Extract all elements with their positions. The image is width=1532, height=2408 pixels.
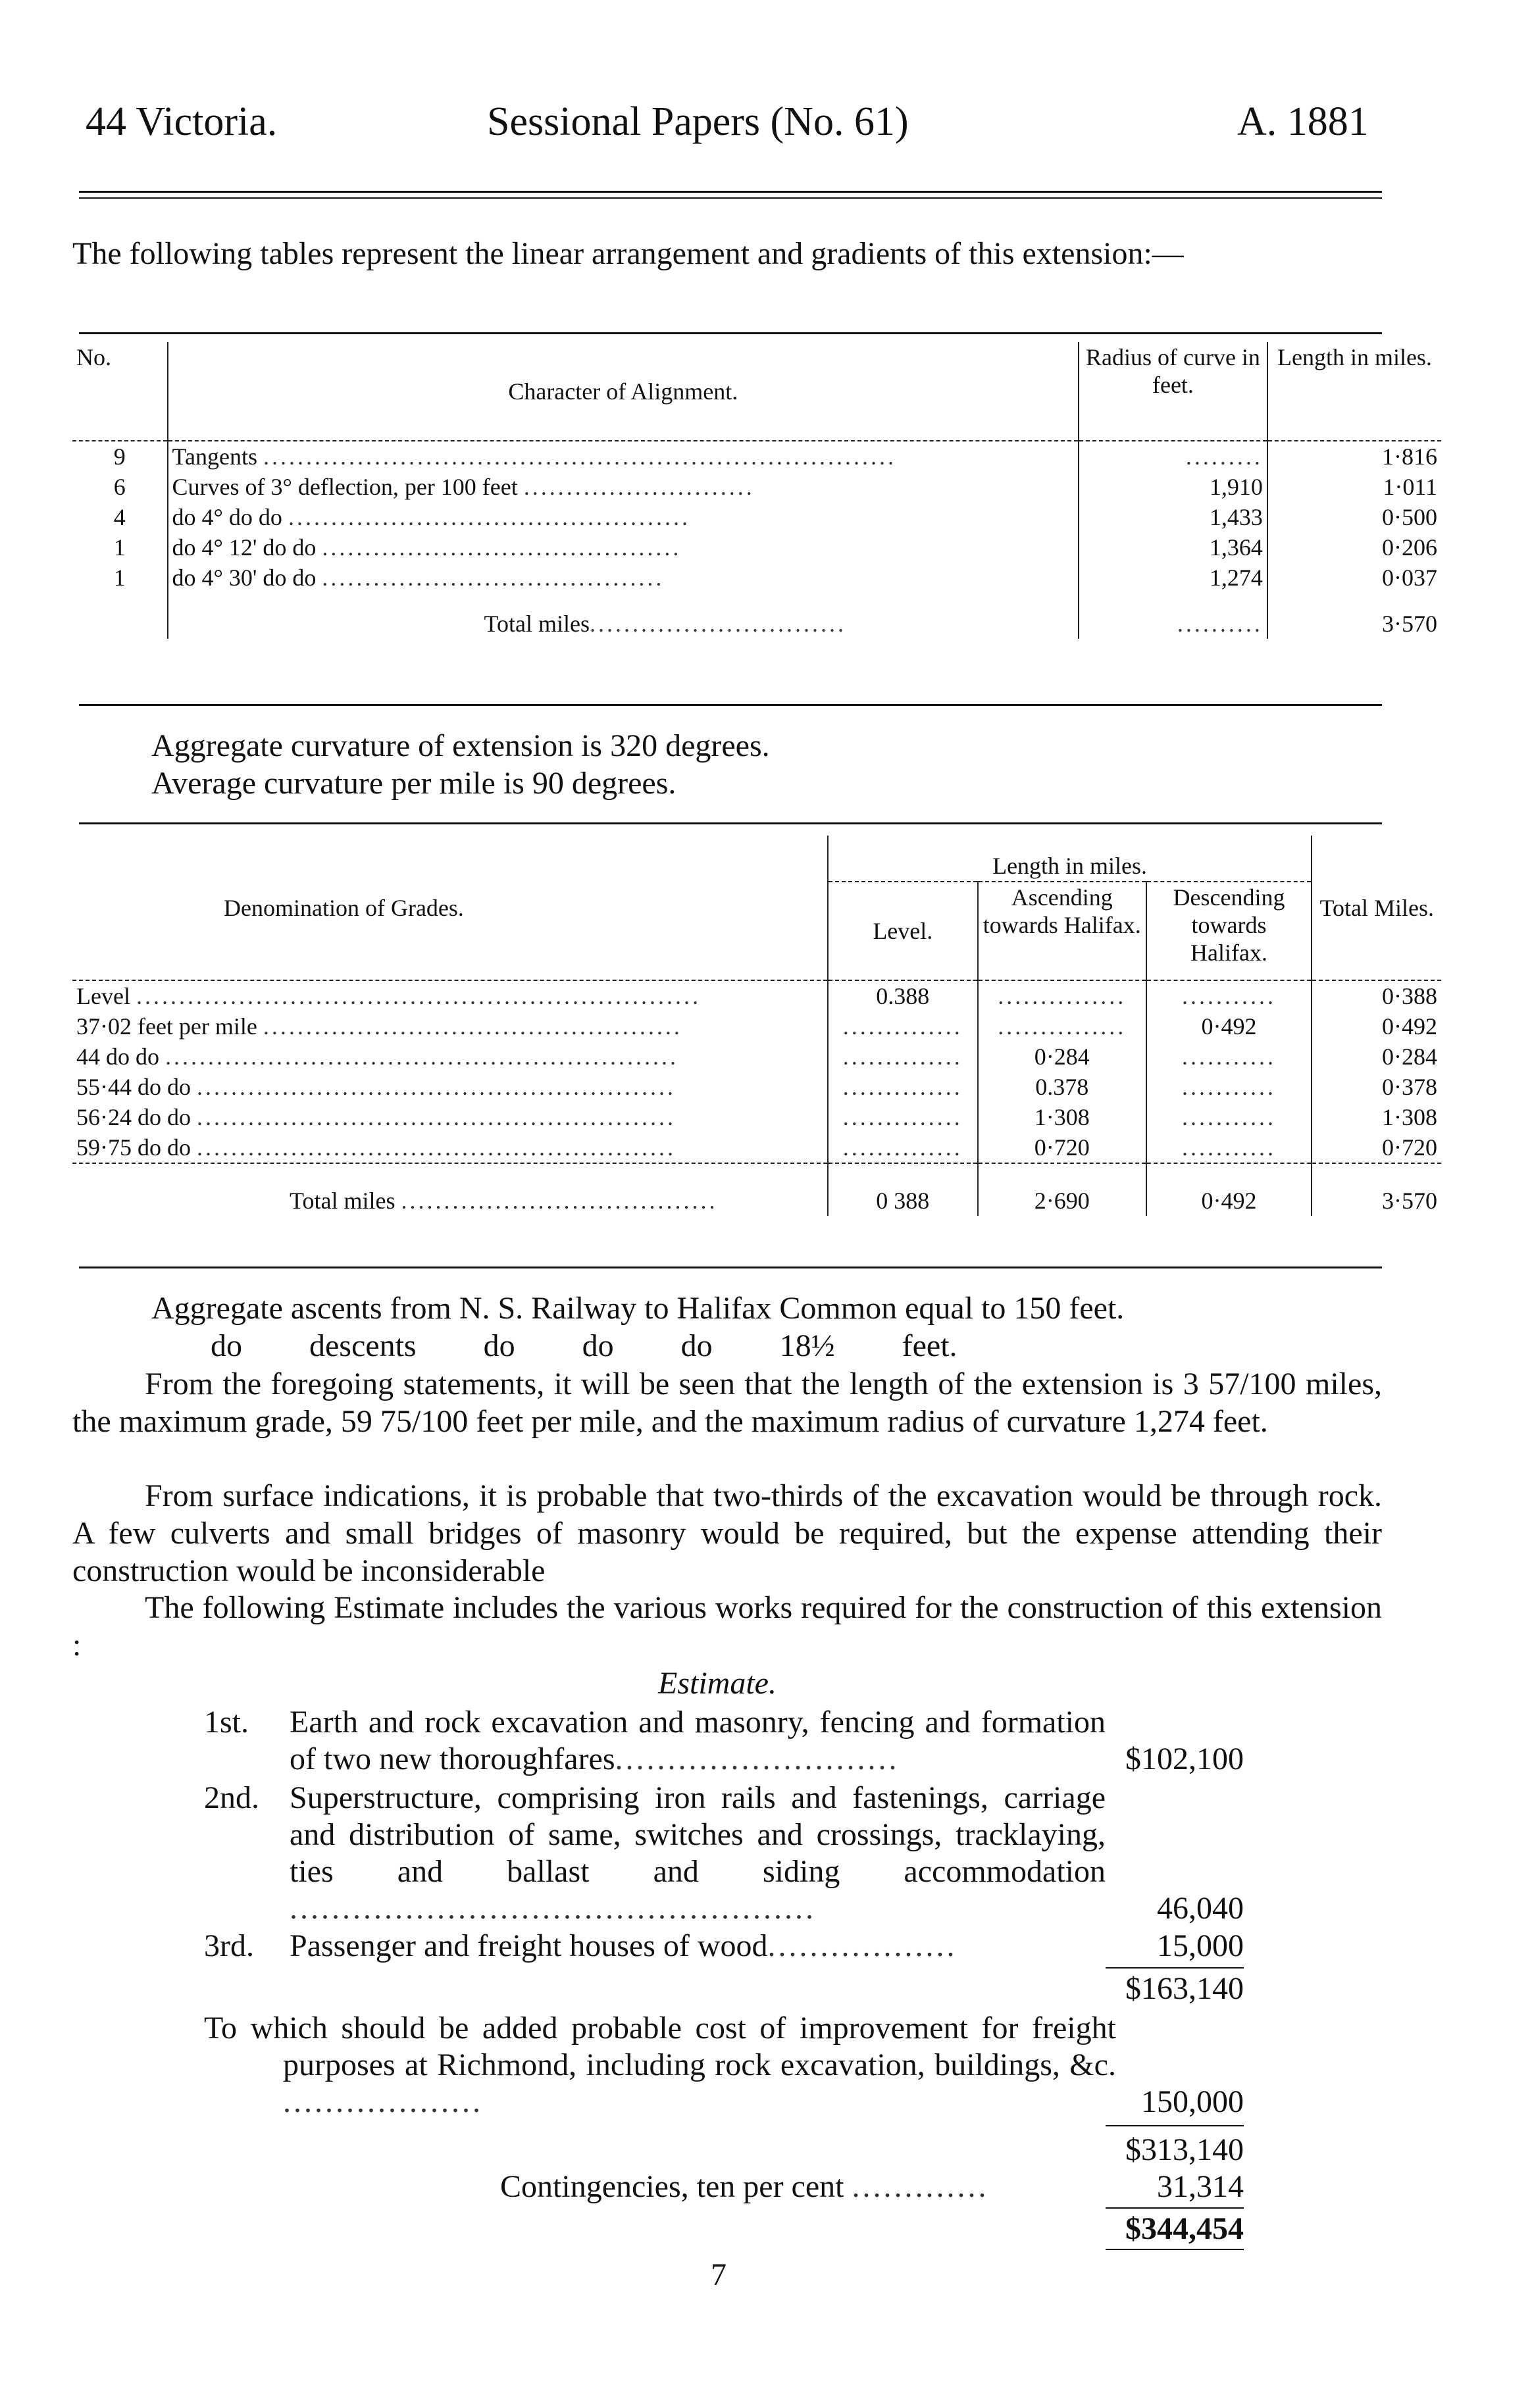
row-total: 0·388	[1312, 980, 1441, 1011]
col-total-header: Total Miles.	[1312, 836, 1441, 980]
header-center: Sessional Papers (No. 61)	[487, 99, 909, 144]
row-grade: 56·24 do do ........................................................	[76, 1104, 676, 1130]
intro-text: The following tables represent the linear arrangement and gradients of this extension:—	[72, 236, 1184, 271]
total-miles: 3·570	[1312, 1163, 1441, 1216]
total-descending: 0·492	[1146, 1163, 1312, 1216]
row-descending: ...........	[1146, 1132, 1312, 1163]
estimate-item-2	[204, 1780, 1244, 1927]
paragraph-length: From the foregoing statements, it will be seen that the length of the extension is 3 57/100 miles, the maximum grade, 59 75/100 feet per mile, and the maximum radius of curvature 1,274 feet.	[72, 1367, 1382, 1439]
row-grade: 44 do do ............................................................	[76, 1043, 678, 1070]
row-ascending: 0·284	[978, 1041, 1146, 1072]
estimate-item-amount: 15,000	[1157, 1928, 1244, 1963]
col-length-header: Length in miles.	[1267, 342, 1441, 441]
subtotal-rule	[1106, 1967, 1244, 1969]
estimate-addition-amount: 150,000	[1141, 2084, 1244, 2119]
row-character: do 4° do do ...............................................	[168, 502, 1079, 532]
table-row	[72, 1072, 1441, 1102]
row-no: 9	[113, 443, 126, 470]
row-radius: 1,364	[1079, 532, 1267, 563]
estimate-item-amount: $102,100	[1125, 1742, 1244, 1776]
grand-total-rule	[1106, 2207, 1244, 2209]
paragraph-excavation: From surface indications, it is probable that two-thirds of the excavation would be through rock. A few culverts and small bridges of masonry would be required, but the expense attending their construction would be inconsiderable	[72, 1478, 1382, 1588]
row-total: 0·378	[1312, 1072, 1441, 1102]
row-character: Tangents ..........................................................................	[168, 441, 1079, 472]
row-length: 0·500	[1267, 502, 1441, 532]
total-level: 0 388	[828, 1163, 978, 1216]
table-row	[72, 1132, 1441, 1163]
table2-top-rule	[79, 822, 1382, 824]
row-radius: 1,910	[1079, 472, 1267, 502]
col-no-header: No.	[76, 344, 111, 370]
curvature-average: Average curvature per mile is 90 degrees.	[151, 766, 677, 801]
header-rule	[79, 191, 1382, 193]
estimate-addition-text: To which should be added probable cost of improvement for freight purposes at Richmond, including rock excavation, buildings, &c. ...................	[204, 2011, 1116, 2119]
total-label: Total miles..............................	[168, 593, 1079, 639]
estimate-item-3	[204, 1928, 1244, 1965]
row-grade: 37·02 feet per mile .................................................	[76, 1013, 682, 1040]
row-length: 1·011	[1267, 472, 1441, 502]
estimate-item-num: 3rd.	[204, 1928, 254, 1963]
table2-bottom-rule	[79, 1267, 1382, 1268]
aggregate-ascents: Aggregate ascents from N. S. Railway to Halifax Common equal to 150 feet.	[151, 1291, 1125, 1326]
table-row	[72, 563, 1441, 593]
table-row	[72, 1041, 1441, 1072]
col-denomination-header: Denomination of Grades.	[224, 894, 464, 921]
header-right: A. 1881	[1237, 99, 1369, 144]
table-row	[72, 1102, 1441, 1132]
row-level: ..............	[828, 1011, 978, 1041]
estimate-item-text: Passenger and freight houses of wood..................	[290, 1928, 958, 1963]
estimate-item-text: Earth and rock excavation and masonry, fencing and formation of two new thoroughfares...........................	[290, 1705, 1106, 1776]
row-character: do 4° 30' do do ........................................	[168, 563, 1079, 593]
contingencies-amount: 31,314	[1157, 2169, 1244, 2204]
curvature-aggregate: Aggregate curvature of extension is 320 degrees.	[151, 728, 770, 763]
row-descending: ...........	[1146, 1102, 1312, 1132]
row-grade: 59·75 do do ........................................................	[76, 1134, 676, 1161]
estimate-subtotal: $163,140	[1125, 1971, 1244, 2006]
col-radius-header: Radius of curve in feet.	[1079, 342, 1267, 441]
estimate-item-1	[204, 1704, 1244, 1778]
table1-top-rule	[79, 332, 1382, 334]
estimate-addition	[204, 2010, 1244, 2120]
row-length: 0·206	[1267, 532, 1441, 563]
row-no: 6	[113, 474, 126, 500]
page-number: 7	[711, 2257, 727, 2292]
row-descending: 0·492	[1146, 1011, 1312, 1041]
table-row	[72, 980, 1441, 1011]
table1-bottom-rule	[79, 704, 1382, 706]
contingencies-label: Contingencies, ten per cent .............	[500, 2169, 989, 2204]
row-level: ..............	[828, 1102, 978, 1132]
col-character-header: Character of Alignment.	[168, 342, 1079, 441]
grand-total-underline	[1106, 2249, 1244, 2250]
row-radius: 1,433	[1079, 502, 1267, 532]
col-descending-header: Descending towards Halifax.	[1146, 882, 1312, 980]
grades-table	[72, 836, 1441, 1216]
header-left: 44 Victoria.	[86, 99, 278, 144]
aggregate-descents: do descents do do do 18½ feet.	[211, 1328, 958, 1363]
estimate-title: Estimate.	[658, 1666, 777, 1701]
estimate-item-text: Superstructure, comprising iron rails and fastenings, carriage and distribution of same, switches and crossings, tracklaying, ties and ballast and siding accommodation ..................................................	[290, 1780, 1106, 1926]
table-row	[72, 441, 1441, 472]
header-rule-thin	[79, 197, 1382, 199]
row-ascending: ...............	[978, 980, 1146, 1011]
estimate-item-num: 1st.	[204, 1705, 249, 1740]
total-length: 3·570	[1267, 593, 1441, 639]
row-character: Curves of 3° deflection, per 100 feet ...........................	[168, 472, 1079, 502]
row-descending: ...........	[1146, 980, 1312, 1011]
estimate-item-num: 2nd.	[204, 1780, 259, 1815]
row-no: 1	[113, 534, 126, 561]
row-total: 0·492	[1312, 1011, 1441, 1041]
table-row	[72, 532, 1441, 563]
col-length-group-header: Length in miles.	[828, 836, 1312, 882]
total-ascending: 2·690	[978, 1163, 1146, 1216]
row-no: 4	[113, 504, 126, 530]
row-descending: ...........	[1146, 1041, 1312, 1072]
row-length: 0·037	[1267, 563, 1441, 593]
estimate-grand-total: $344,454	[1125, 2211, 1244, 2246]
row-ascending: 0.378	[978, 1072, 1146, 1102]
table-row	[72, 472, 1441, 502]
row-level: 0.388	[828, 980, 978, 1011]
table-total-row	[72, 593, 1441, 639]
estimate-sum: $313,140	[1125, 2132, 1244, 2167]
row-ascending: ...............	[978, 1011, 1146, 1041]
alignment-table	[72, 342, 1441, 639]
row-character: do 4° 12' do do ..........................................	[168, 532, 1079, 563]
row-ascending: 0·720	[978, 1132, 1146, 1163]
paragraph-estimate-intro: The following Estimate includes the various works required for the construction of this extension :	[72, 1590, 1382, 1663]
row-grade: Level ..................................................................	[76, 983, 701, 1009]
total-label: Total miles .....................................	[290, 1188, 718, 1214]
row-no: 1	[113, 564, 126, 591]
table-row	[72, 502, 1441, 532]
row-radius: .........	[1079, 441, 1267, 472]
row-level: ..............	[828, 1132, 978, 1163]
sum-rule	[1106, 2125, 1244, 2126]
row-level: ..............	[828, 1072, 978, 1102]
col-ascending-header: Ascending towards Halifax.	[978, 882, 1146, 980]
row-ascending: 1·308	[978, 1102, 1146, 1132]
row-total: 0·284	[1312, 1041, 1441, 1072]
col-level-header: Level.	[828, 882, 978, 980]
row-radius: 1,274	[1079, 563, 1267, 593]
row-length: 1·816	[1267, 441, 1441, 472]
row-total: 0·720	[1312, 1132, 1441, 1163]
row-descending: ...........	[1146, 1072, 1312, 1102]
table-row	[72, 1011, 1441, 1041]
estimate-item-amount: 46,040	[1157, 1891, 1244, 1926]
table-total-row	[72, 1163, 1441, 1216]
row-total: 1·308	[1312, 1102, 1441, 1132]
total-radius: ..........	[1079, 593, 1267, 639]
row-level: ..............	[828, 1041, 978, 1072]
row-grade: 55·44 do do ........................................................	[76, 1074, 676, 1100]
